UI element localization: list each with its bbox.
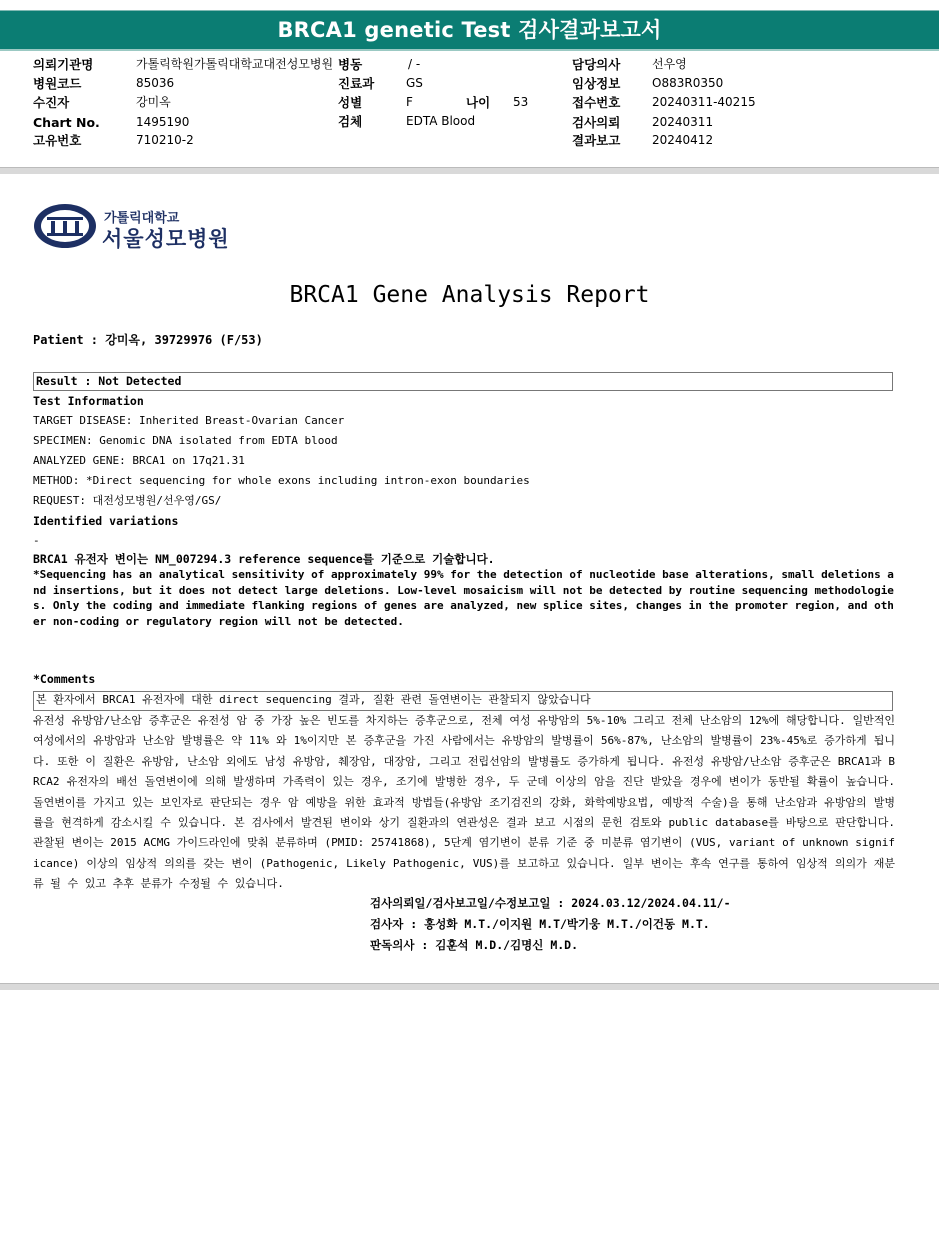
unique-value: 710210-2 <box>136 133 194 147</box>
footer-separator <box>0 983 939 990</box>
clinical-label: 임상정보 <box>572 76 621 91</box>
age-label: 나이 <box>466 95 491 110</box>
comments-heading: *Comments <box>33 672 96 686</box>
hospital-code-value: 85036 <box>136 76 175 90</box>
testers: 검사자 : 홍성화 M.T./이지원 M.T/박기웅 M.T./이건동 M.T. <box>370 917 710 931</box>
variations-value: - <box>33 534 40 547</box>
dept-label: 진료과 <box>338 76 375 91</box>
doctor-label: 담당의사 <box>572 57 621 72</box>
sex-value: F <box>406 95 413 109</box>
test-info-heading: Test Information <box>33 394 144 408</box>
logo-hospital-name: 서울성모병원 <box>102 227 230 251</box>
institution-value: 가톨릭학원가톨릭대학교대전성모병원 <box>136 57 334 71</box>
report-title: BRCA1 Gene Analysis Report <box>289 282 650 308</box>
chart-label: Chart No. <box>33 115 100 130</box>
age-value: 53 <box>513 95 529 109</box>
header-separator <box>0 167 939 174</box>
request-value: 20240311 <box>652 115 714 129</box>
specimen-label: 검체 <box>338 114 363 129</box>
request-info: REQUEST: 대전성모병원/선우영/GS/ <box>33 494 222 507</box>
patient-value: 강미옥 <box>136 95 171 109</box>
method-info: METHOD: *Direct sequencing for whole exons including intron-exon boundaries <box>33 474 530 487</box>
ward-label: 병동 <box>338 57 363 72</box>
page-title: BRCA1 genetic Test 검사결과보고서 <box>277 18 662 42</box>
report-label: 결과보고 <box>572 133 621 148</box>
result-text: Result : Not Detected <box>36 374 182 388</box>
analyzed-gene: ANALYZED GENE: BRCA1 on 17q21.31 <box>33 454 245 467</box>
reference-note: BRCA1 유전자 변이는 NM_007294.3 reference sequence를 기준으로 기술합니다. <box>33 552 495 566</box>
hospital-code-label: 병원코드 <box>33 76 82 91</box>
report-value: 20240412 <box>652 133 714 147</box>
receipt-value: 20240311-40215 <box>652 95 756 109</box>
comment-summary: 본 환자에서 BRCA1 유전자에 대한 direct sequencing 결과, 질환 관련 돌연변이는 관찰되지 않았습니다 <box>36 693 591 706</box>
dept-value: GS <box>406 76 423 90</box>
target-disease: TARGET DISEASE: Inherited Breast-Ovarian Cancer <box>33 414 345 427</box>
hospital-logo <box>33 203 97 253</box>
clinical-value: O883R0350 <box>652 76 724 90</box>
specimen-info: SPECIMEN: Genomic DNA isolated from EDTA blood <box>33 434 338 447</box>
institution-label: 의뢰기관명 <box>33 57 94 72</box>
receipt-label: 접수번호 <box>572 95 621 110</box>
patient-line: Patient : 강미옥, 39729976 (F/53) <box>33 333 263 347</box>
sequencing-note: *Sequencing has an analytical sensitivity of approximately 99% for the detection of nucleotide base alterations, small deletions and insertions, but it does not detect large deletions. Low-level mosaicism will not be detected by routine sequencing methodologies. Only the coding and immediate flanking regions of genes are analyzed, new splice sites, changes in the promoter region, and other non-coding or regulatory region will not be detected. <box>33 568 894 628</box>
comment-body: 유전성 유방암/난소암 증후군은 유전성 암 중 가장 높은 빈도를 차지하는 증후군으로, 전체 여성 유방암의 5%-10% 그리고 전체 난소암의 12%에 해당합니다. 일반적인 여성에서의 유방암과 난소암 발병률은 약 11% 와 1%이지만 본 증후군을 가진 사람에서는 유방암의 발병률이 56%-87%, 난소암의 발병률이 23%-45%로 증가하게 됩니다. 또한 이 질환은 유방암, 난소암 외에도 남성 유방암, 췌장암, 대장암, 그리고 전립선암의 발병률도 증가하게 됩니다. 유전성 유방암/난소암 증후군은 BRCA1과 BRCA2 유전자의 배선 돌연변이에 의해 발생하며 가족력이 있는 경우, 조기에 발병한 경우, 두 군데 이상의 암을 진단 받았을 경우에 변이가 동반될 확률이 높습니다. 돌연변이를 가지고 있는 보인자로 판단되는 경우 암 예방을 위한 효과적 방법들(유방암 조기검진의 강화, 화학예방요법, 예방적 수술)을 통해 난소암과 유방암의 발병률을 현격하게 감소시킬 수 있습니다. 본 검사에서 발견된 변이와 상기 질환과의 연관성은 결과 보고 시점의 문헌 검토와 public database를 바탕으로 판단합니다. 관찰된 변이는 2015 ACMG 가이드라인에 맞춰 분류하며 (PMID: 25741868), 5단계 염기변이 분류 기준 중 미분류 염기변이 (VUS, variant of unknown significance) 이상의 임상적 의의를 갖는 변이 (Pathogenic, Likely Pathogenic, VUS)를 보고하고 있습니다. 일부 변이는 후속 연구를 통하여 임상적 의의가 재분류 될 수 있고 추후 분류가 수정될 수 있습니다. <box>33 714 895 891</box>
logo-university-name: 가톨릭대학교 <box>104 211 180 226</box>
request-label: 검사의뢰 <box>572 115 621 130</box>
result-box <box>33 372 893 391</box>
hospital-seal-icon <box>33 203 97 249</box>
patient-label: 수진자 <box>33 95 70 110</box>
title-bar <box>0 10 939 51</box>
chart-value: 1495190 <box>136 115 190 129</box>
unique-label: 고유번호 <box>33 133 82 148</box>
comment-box <box>33 691 893 711</box>
sex-label: 성별 <box>338 95 363 110</box>
specimen-value: EDTA Blood <box>406 114 476 128</box>
variations-heading: Identified variations <box>33 514 179 528</box>
reading-physician: 판독의사 : 김훈석 M.D./김명신 M.D. <box>370 938 579 952</box>
doctor-value: 선우영 <box>652 57 687 71</box>
report-dates: 검사의뢰일/검사보고일/수정보고일 : 2024.03.12/2024.04.11/- <box>370 896 731 910</box>
ward-value: / - <box>408 57 421 71</box>
